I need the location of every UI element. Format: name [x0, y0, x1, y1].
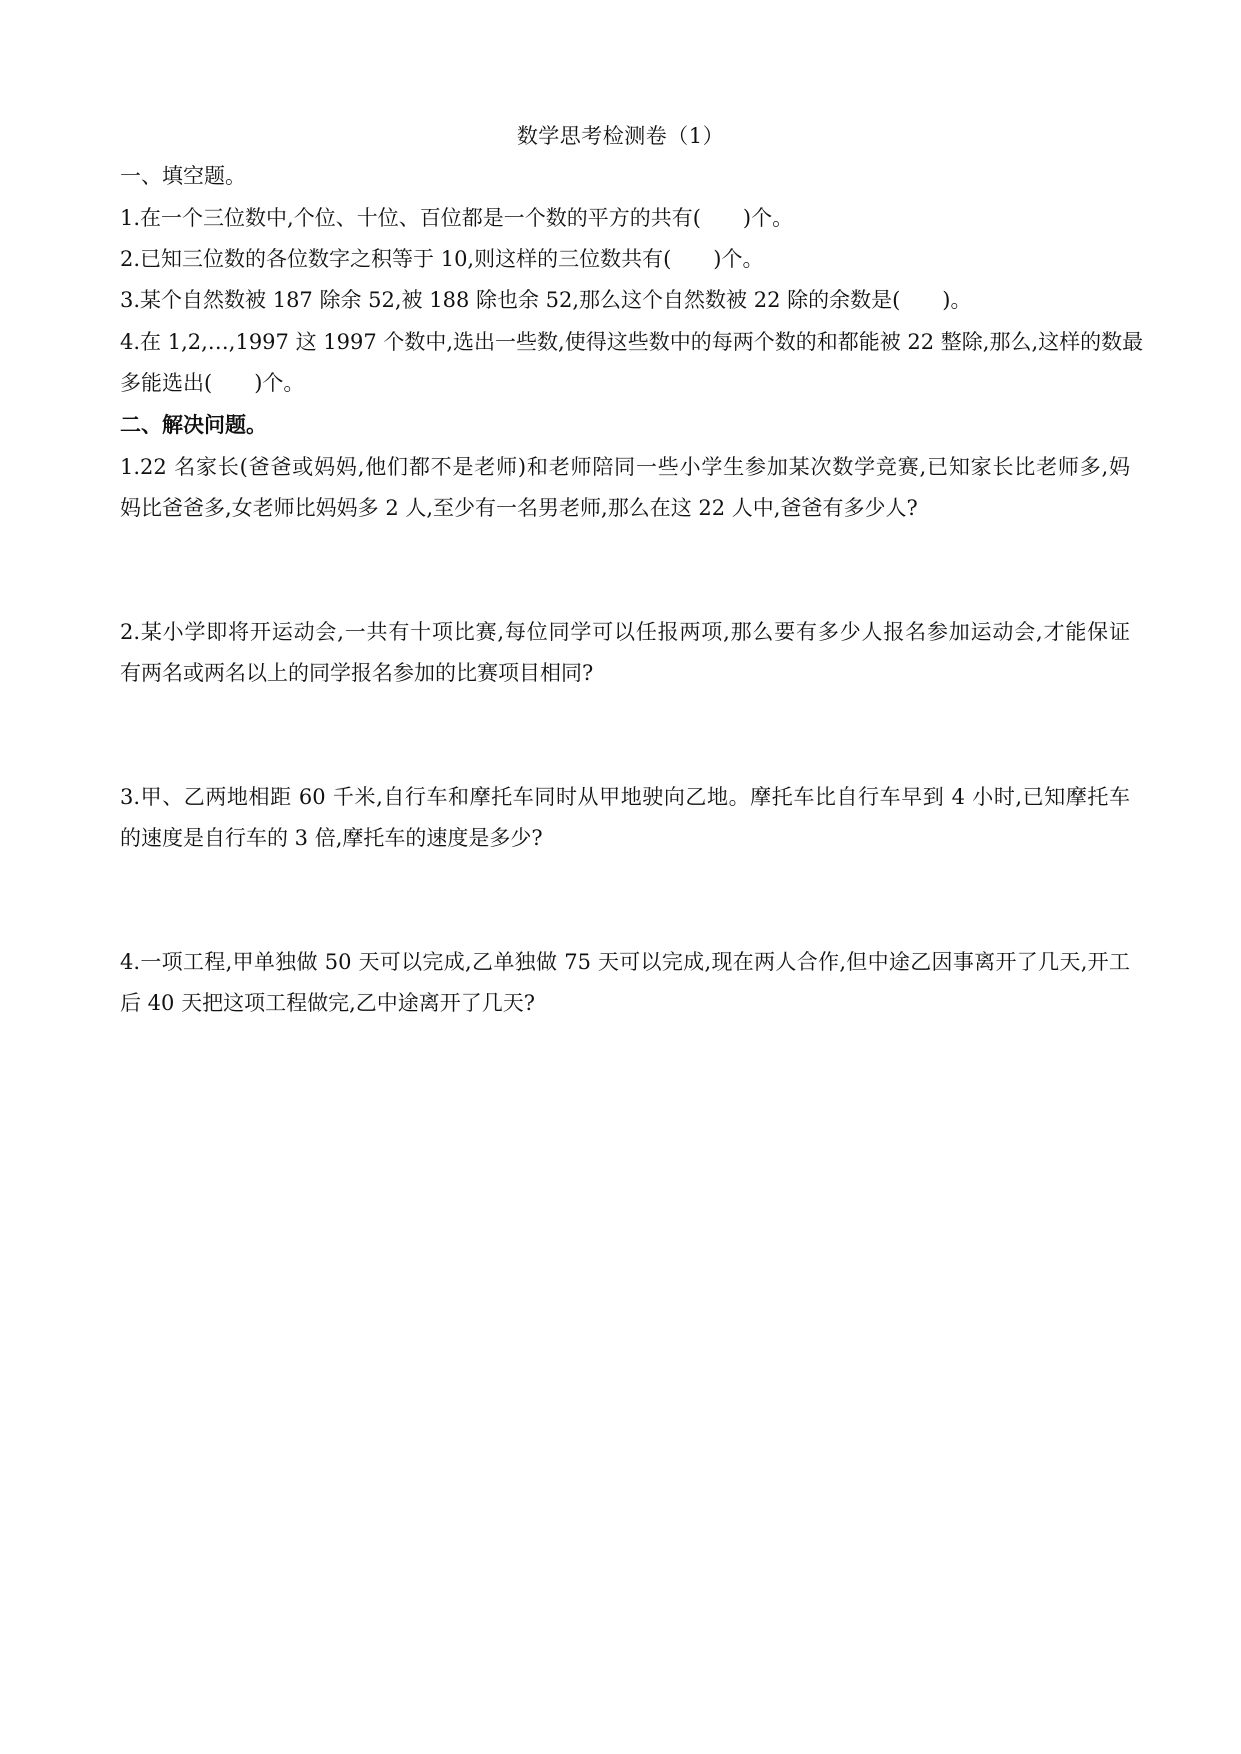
section-heading-solve-problems: 二、解决问题。: [120, 412, 267, 437]
problem-3-line-2: 的速度是自行车的 3 倍,摩托车的速度是多少?: [120, 826, 543, 850]
fill-blank-question-1: 1.在一个三位数中,个位、十位、百位都是一个数的平方的共有( )个。: [120, 206, 794, 230]
problem-2-line-2: 有两名或两名以上的同学报名参加的比赛项目相同?: [120, 661, 594, 685]
fill-blank-question-2: 2.已知三位数的各位数字之积等于 10,则这样的三位数共有( )个。: [120, 247, 764, 271]
problem-2-line-1: 2.某小学即将开运动会,一共有十项比赛,每位同学可以任报两项,那么要有多少人报名参加运动会,才能保证: [120, 620, 1130, 644]
problem-1-line-1: 1.22 名家长(爸爸或妈妈,他们都不是老师)和老师陪同一些小学生参加某次数学竞赛,已知家长比老师多,妈: [120, 455, 1130, 479]
section-heading-fill-blank: 一、填空题。: [120, 164, 246, 188]
fill-blank-question-4-line-1: 4.在 1,2,…,1997 这 1997 个数中,选出一些数,使得这些数中的每两个数的和都能被 22 整除,那么,这样的数最: [120, 330, 1144, 354]
page-title: 数学思考检测卷（1）: [516, 124, 725, 148]
problem-1-line-2: 妈比爸爸多,女老师比妈妈多 2 人,至少有一名男老师,那么在这 22 人中,爸爸有多少人?: [120, 496, 918, 520]
fill-blank-question-4-line-2: 多能选出( )个。: [120, 371, 305, 395]
problem-4-line-2: 后 40 天把这项工程做完,乙中途离开了几天?: [120, 991, 536, 1015]
problem-3-line-1: 3.甲、乙两地相距 60 千米,自行车和摩托车同时从甲地驶向乙地。摩托车比自行车早到 4 小时,已知摩托车: [120, 785, 1130, 809]
fill-blank-question-3: 3.某个自然数被 187 除余 52,被 188 除也余 52,那么这个自然数被 22 除的余数是( )。: [120, 288, 972, 312]
problem-4-line-1: 4.一项工程,甲单独做 50 天可以完成,乙单独做 75 天可以完成,现在两人合作,但中途乙因事离开了几天,开工: [120, 950, 1130, 974]
